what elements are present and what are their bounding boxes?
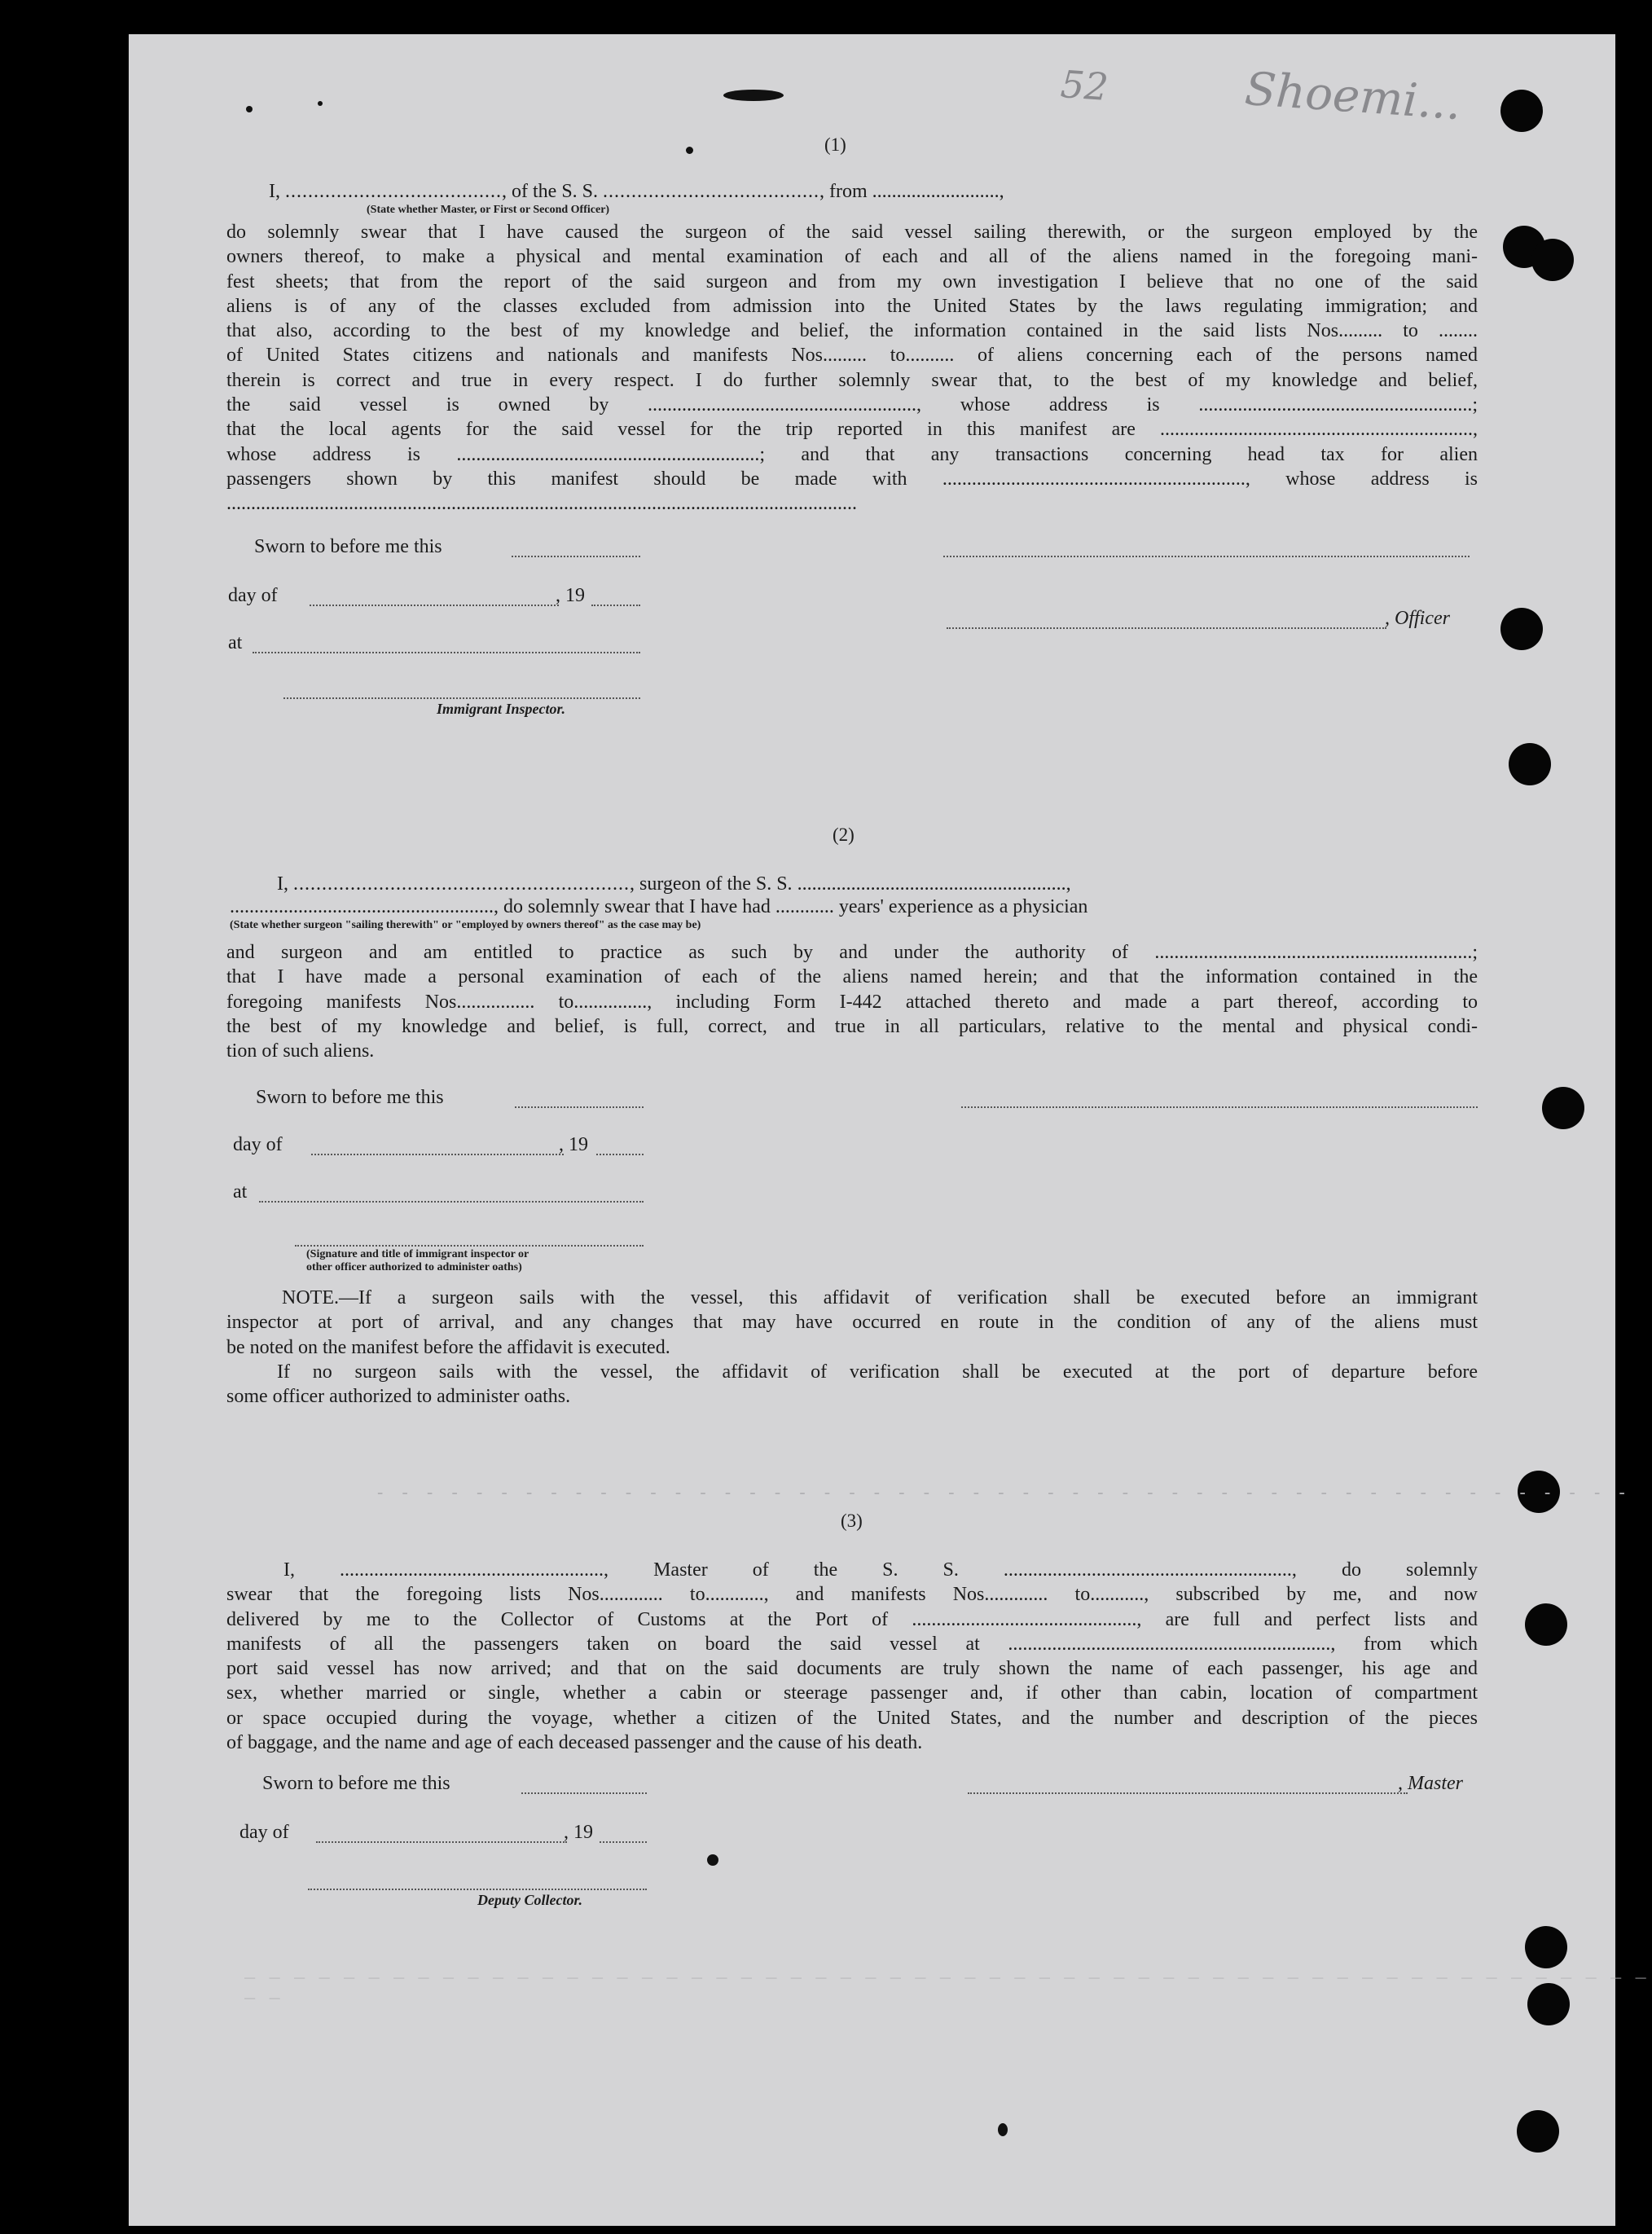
- body-line: manifests of all the passengers taken on board the said vessel at .................................................................., from which: [226, 1633, 1478, 1655]
- ink-speck: [707, 1854, 718, 1866]
- body-line: fest sheets; that from the report of the said surgeon and from my own investigation I believe that no one of the said: [226, 270, 1478, 292]
- officer-signature-line-b: [947, 627, 1386, 629]
- year-line-1: [591, 605, 640, 606]
- section-2-body: [226, 940, 1478, 1063]
- day-of-label-3: day of: [239, 1822, 289, 1843]
- body-line: passengers shown by this manifest should be made with .............................................................., whose address is: [226, 468, 1478, 490]
- body-line: swear that the foregoing lists Nos............. to............, and manifests Nos............. to..........., subscribed by me, and now: [226, 1584, 1478, 1606]
- body-line: tion of such aliens.: [226, 1040, 375, 1062]
- surgeon-vessel-field: .......................................................,: [797, 873, 1071, 895]
- body-line: of baggage, and the name and age of each deceased passenger and the cause of his death.: [226, 1732, 923, 1754]
- nineteen-label-1: , 19: [556, 585, 585, 606]
- body-line: owners thereof, to make a physical and mental examination of each and all of the aliens named in the foregoing mani-: [226, 246, 1478, 268]
- at-label-2: at: [233, 1181, 248, 1203]
- section-2-number: (2): [833, 825, 855, 845]
- punch-hole: [1531, 239, 1574, 281]
- year-line-3: [600, 1841, 647, 1843]
- day-of-line-3: [316, 1841, 567, 1843]
- body-line: port said vessel has now arrived; and that on the said documents are truly shown the name of each passenger, his age and: [226, 1658, 1478, 1680]
- day-of-line-2: [311, 1154, 564, 1155]
- ink-speck: [318, 101, 323, 106]
- nineteen-label-3: , 19: [564, 1822, 593, 1843]
- body-line: that the local agents for the said vessel for the trip reported in this manifest are ................................................................,: [226, 419, 1478, 441]
- note-line: If no surgeon sails with the vessel, the affidavit of verification shall be executed at the port of departure before: [277, 1361, 1478, 1383]
- day-of-line-1: [310, 605, 559, 606]
- surgeon-of-ss-label: , surgeon of the S. S.: [630, 873, 793, 895]
- body-line: and surgeon and am entitled to practice as such by and under the authority of .................................................................;: [226, 942, 1478, 963]
- body-line: of United States citizens and nationals and manifests Nos......... to.......... of aliens concerning each of the persons named: [226, 345, 1478, 367]
- from-field: ..........................,: [872, 181, 1004, 202]
- body-line: whose address is ..............................................................; and that any transactions concerning head tax for alien: [226, 443, 1478, 465]
- sworn-label-1: Sworn to before me this: [254, 536, 442, 557]
- note-line: NOTE.—If a surgeon sails with the vessel, this affidavit of verification shall be executed before an immigrant: [282, 1287, 1478, 1308]
- section-3-body: [226, 1558, 1478, 1755]
- section-1-body: [226, 220, 1478, 517]
- sworn-date-line-3: [521, 1792, 647, 1794]
- punch-hole: [1542, 1087, 1584, 1129]
- of-ss-label: , of the S. S.: [502, 181, 599, 202]
- from-label: , from: [819, 181, 868, 202]
- body-line: .................................................................................................................................: [226, 493, 857, 515]
- body-line: aliens is of any of the classes excluded from admission into the United States by the laws regulating immigration; and: [226, 295, 1478, 317]
- faint-bleed-through-line: _ _ _ _ _ _ _ _ _ _ _ _ _ _ _ _ _ _ _ _ _ _ _ _ _ _ _ _ _ _ _ _ _ _ _ _ _ _ _ _ _ _ _ _ _ _ _ _ _ _ _ _ _ _ _ _ _ _ _: [244, 1959, 1648, 1999]
- nineteen-label-2: , 19: [559, 1134, 588, 1155]
- surgeon-name-field: ...........................................................: [293, 873, 630, 895]
- rank-field: ......................................: [285, 181, 502, 202]
- pronoun-i: I,: [269, 181, 280, 202]
- body-line: do solemnly swear that I have caused the surgeon of the said vessel sailing therewith, or the surgeon employed by the: [226, 222, 1478, 243]
- section-1-line1: [269, 181, 1004, 203]
- body-line: foregoing manifests Nos................ to..............., including Form I-442 attached thereto and made a part thereof, according to: [226, 991, 1478, 1013]
- rank-caption: (State whether Master, or First or Second Officer): [367, 204, 610, 216]
- ink-speck: [998, 2123, 1008, 2136]
- master-caption: , Master: [1398, 1773, 1463, 1794]
- officer-signature-line-a: [943, 556, 1470, 557]
- section-2-line1: [277, 873, 1071, 895]
- year-line-2: [596, 1154, 644, 1155]
- authorized-officer-signature-line: [295, 1245, 644, 1247]
- officer-caption: , Officer: [1385, 608, 1450, 629]
- surgeon-status-field: ......................................................, do solemnly swear that I have had: [230, 896, 771, 917]
- ink-speck: [723, 90, 784, 101]
- punch-hole: [1517, 2110, 1559, 2153]
- sworn-date-line-1: [512, 556, 640, 557]
- note-line: some officer authorized to administer oaths.: [226, 1386, 571, 1408]
- day-of-label-2: day of: [233, 1134, 283, 1155]
- sworn-label-3: Sworn to before me this: [262, 1773, 450, 1794]
- page-number-annotation: 52: [1059, 62, 1110, 109]
- body-line: the best of my knowledge and belief, is full, correct, and true in all particulars, relative to the mental and physical condi-: [226, 1015, 1478, 1037]
- inspector-caption: Immigrant Inspector.: [437, 701, 566, 717]
- day-of-label-1: day of: [228, 585, 278, 606]
- inspector-signature-line: [283, 697, 640, 699]
- sworn-label-2: Sworn to before me this: [256, 1087, 444, 1108]
- faint-bleed-through-line: - - - - - - - - - - - - - - - - - - - - - - - - - - - - - - - - - - - - - - - - - - - - - - - - - - -: [375, 1483, 1629, 1503]
- body-line: I, ......................................................, Master of the S. S. ..........................................................., do solemnly: [283, 1559, 1478, 1581]
- master-signature-line: [968, 1792, 1408, 1794]
- years-field: ............: [775, 896, 834, 917]
- at-line-1: [253, 652, 640, 653]
- handwritten-name-annotation: Shoemi...: [1243, 62, 1463, 131]
- body-line: delivered by me to the Collector of Customs at the Port of .............................................., are full and perfect lists and: [226, 1608, 1478, 1630]
- at-label-1: at: [228, 632, 243, 653]
- body-line: that I have made a personal examination of each of the aliens named herein; and that the information contained in the: [226, 966, 1478, 988]
- punch-hole: [1509, 743, 1551, 785]
- section-1-number: (1): [824, 134, 846, 155]
- collector-caption: Deputy Collector.: [477, 1892, 582, 1908]
- at-line-2: [259, 1201, 644, 1203]
- ink-speck: [246, 106, 253, 112]
- surgeon-status-caption: (State whether surgeon "sailing therewith" or "employed by owners thereof" as the case may be): [230, 919, 701, 931]
- authorized-officer-caption-a: (Signature and title of immigrant inspector or: [306, 1248, 529, 1260]
- years-label: years' experience as a physician: [838, 896, 1088, 917]
- body-line: sex, whether married or single, whether a cabin or steerage passenger and, if other than cabin, location of compartment: [226, 1682, 1478, 1704]
- body-line: therein is correct and true in every respect. I do further solemnly swear that, to the best of my knowledge and belief,: [226, 369, 1478, 391]
- section-2-line2: [230, 896, 1087, 918]
- note-line: inspector at port of arrival, and any changes that may have occurred en route in the condition of any of the aliens must: [226, 1312, 1478, 1334]
- body-line: or space occupied during the voyage, whether a citizen of the United States, and the number and description of the pieces: [226, 1707, 1478, 1729]
- authorized-officer-caption-b: other officer authorized to administer oaths): [306, 1261, 522, 1273]
- ink-speck: [686, 147, 693, 154]
- collector-signature-line: [308, 1889, 647, 1890]
- punch-hole: [1500, 608, 1543, 650]
- surgeon-signature-line: [961, 1106, 1478, 1108]
- sworn-date-line-2: [515, 1106, 644, 1108]
- vessel-field: ......................................: [603, 181, 820, 202]
- punch-hole: [1500, 90, 1543, 132]
- body-line: the said vessel is owned by ......................................................., whose address is ........................................................;: [226, 394, 1478, 416]
- note-paragraph: [226, 1286, 1478, 1409]
- section-3-number: (3): [841, 1511, 863, 1531]
- body-line: that also, according to the best of my knowledge and belief, the information contained in the said lists Nos......... to ........: [226, 320, 1478, 342]
- punch-hole: [1525, 1603, 1567, 1646]
- pronoun-i: I,: [277, 873, 288, 895]
- note-line: be noted on the manifest before the affidavit is executed.: [226, 1336, 670, 1358]
